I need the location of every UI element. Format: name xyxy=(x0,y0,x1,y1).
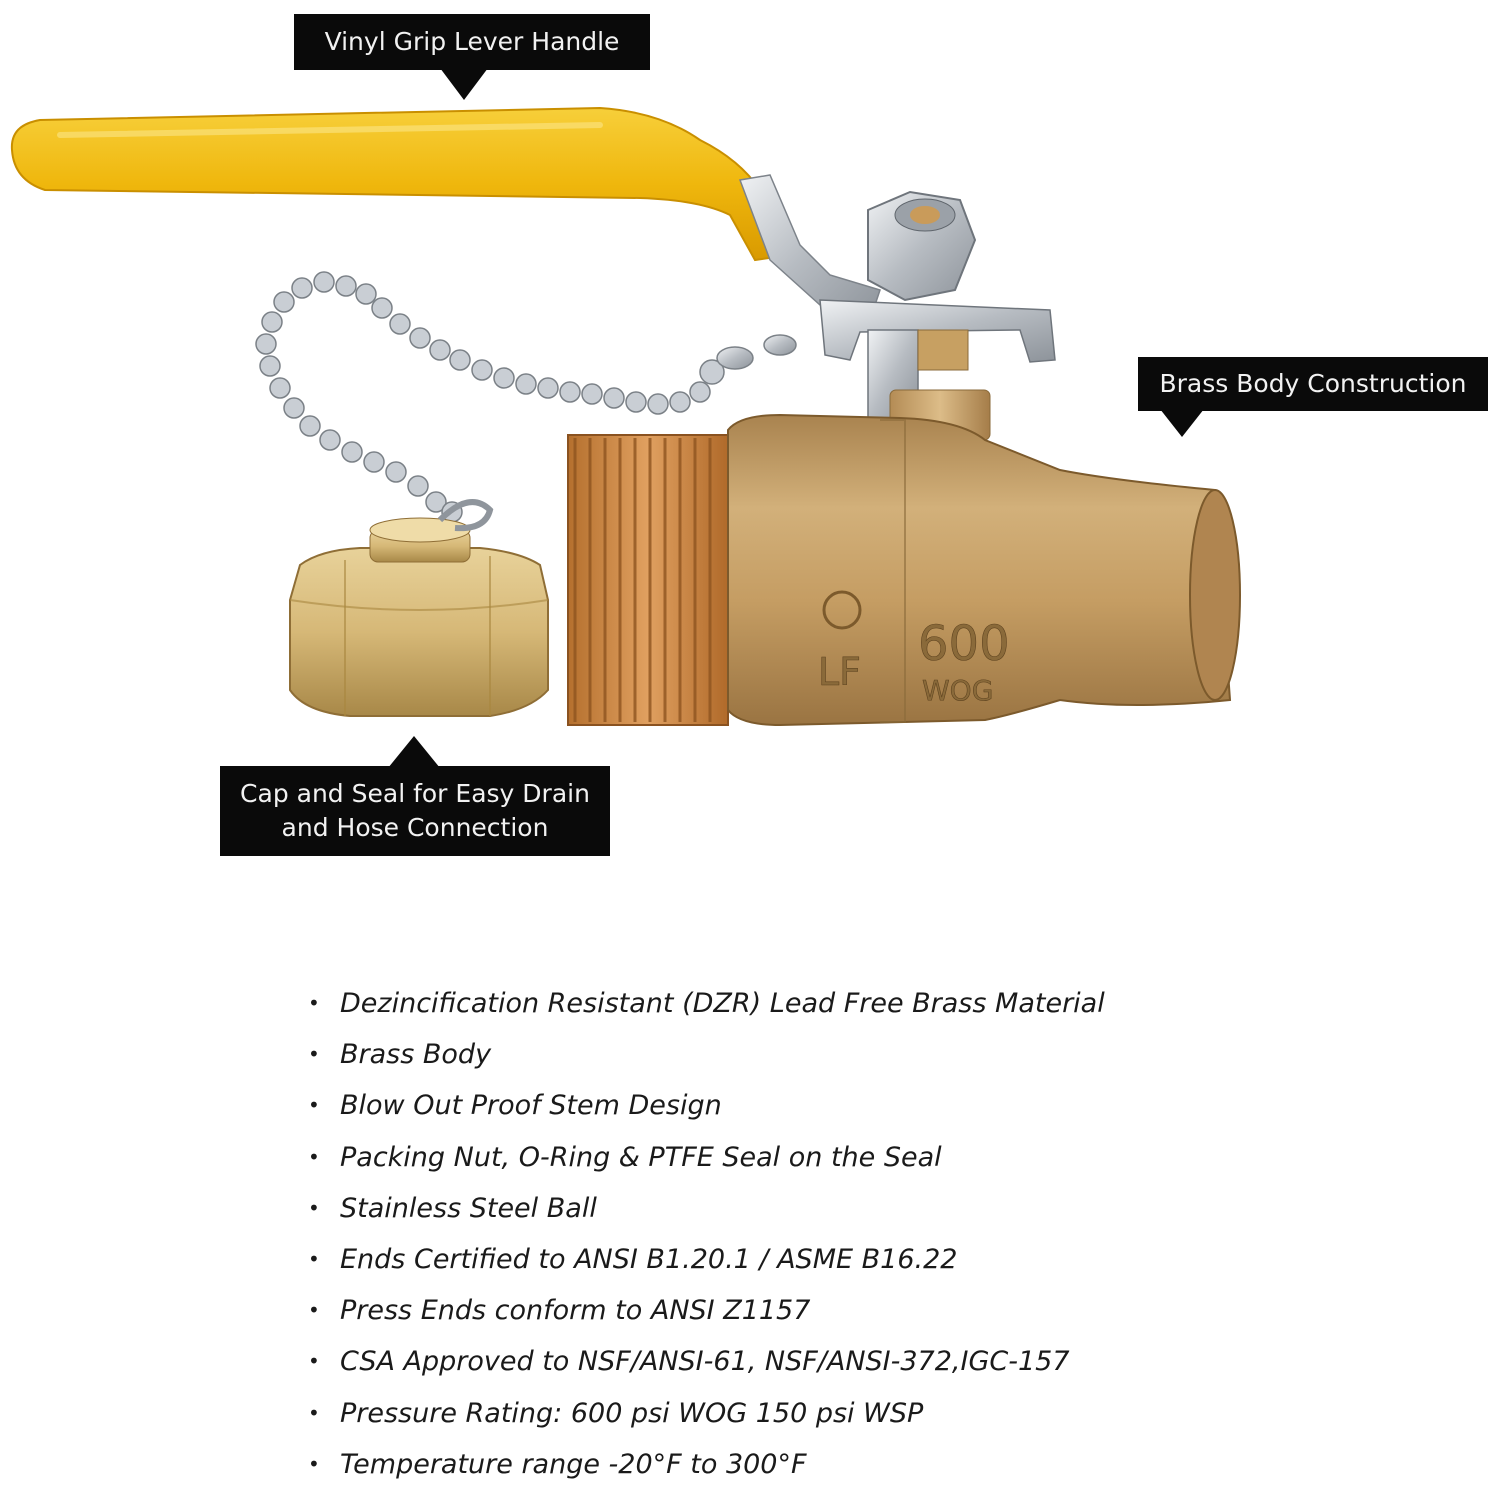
callout-cap-line-1: Cap and Seal for Easy Drain xyxy=(240,779,590,808)
bullet-icon: • xyxy=(308,991,320,1015)
callout-brass-body xyxy=(1138,357,1488,411)
callout-cap-pointer xyxy=(388,736,440,768)
callout-lever-handle xyxy=(294,14,650,70)
callout-lever-handle-text: Vinyl Grip Lever Handle xyxy=(324,27,620,56)
feature-item xyxy=(300,1336,1105,1387)
feature-text: Press Ends conform to ANSI Z1157 xyxy=(340,1295,811,1327)
feature-text: Temperature range -20°F to 300°F xyxy=(340,1448,807,1480)
bullet-icon: • xyxy=(308,1451,320,1476)
callout-brass-body-text: Brass Body Construction xyxy=(1159,369,1467,398)
feature-item xyxy=(300,1285,1105,1336)
valve-marking-lf: LF xyxy=(818,650,862,694)
lever-handle xyxy=(12,108,790,260)
feature-list xyxy=(300,978,1105,1490)
bullet-icon: • xyxy=(308,1400,320,1425)
feature-text: Brass Body xyxy=(340,1039,492,1071)
feature-item xyxy=(300,1132,1105,1183)
valve-marking-unit: WOG xyxy=(922,674,994,707)
bullet-icon: • xyxy=(308,1349,320,1374)
callout-lever-handle-pointer xyxy=(440,68,488,100)
valve-marking-rating: 600 xyxy=(918,616,1010,672)
feature-item xyxy=(300,1439,1105,1490)
stem-nut xyxy=(820,192,1055,440)
feature-item xyxy=(300,1029,1105,1080)
brass-body xyxy=(728,415,1240,725)
brass-cap xyxy=(290,502,548,716)
callout-cap-line-2: and Hose Connection xyxy=(281,813,549,842)
feature-text: Dezincification Resistant (DZR) Lead Free Brass Material xyxy=(340,988,1105,1019)
bullet-icon: • xyxy=(308,1144,320,1169)
bullet-icon: • xyxy=(308,1246,320,1271)
feature-item xyxy=(300,1080,1105,1131)
feature-text: CSA Approved to NSF/ANSI-61, NSF/ANSI-372,IGC-157 xyxy=(340,1346,1070,1378)
bullet-icon: • xyxy=(308,1042,320,1067)
callout-brass-body-pointer xyxy=(1160,409,1204,437)
feature-text: Pressure Rating: 600 psi WOG 150 psi WSP xyxy=(340,1397,924,1429)
feature-text: Ends Certified to ANSI B1.20.1 / ASME B16.22 xyxy=(340,1243,958,1275)
bullet-icon: • xyxy=(308,1195,320,1220)
feature-text: Packing Nut, O-Ring & PTFE Seal on the Seal xyxy=(340,1141,942,1173)
threaded-end xyxy=(568,435,728,725)
bullet-icon: • xyxy=(308,1093,320,1118)
feature-item xyxy=(300,978,1105,1029)
bullet-icon: • xyxy=(308,1298,320,1323)
feature-text: Blow Out Proof Stem Design xyxy=(340,1090,722,1122)
callout-cap-seal xyxy=(220,766,610,856)
feature-item xyxy=(300,1183,1105,1234)
feature-text: Stainless Steel Ball xyxy=(340,1192,597,1224)
feature-item xyxy=(300,1388,1105,1439)
feature-item xyxy=(300,1234,1105,1285)
